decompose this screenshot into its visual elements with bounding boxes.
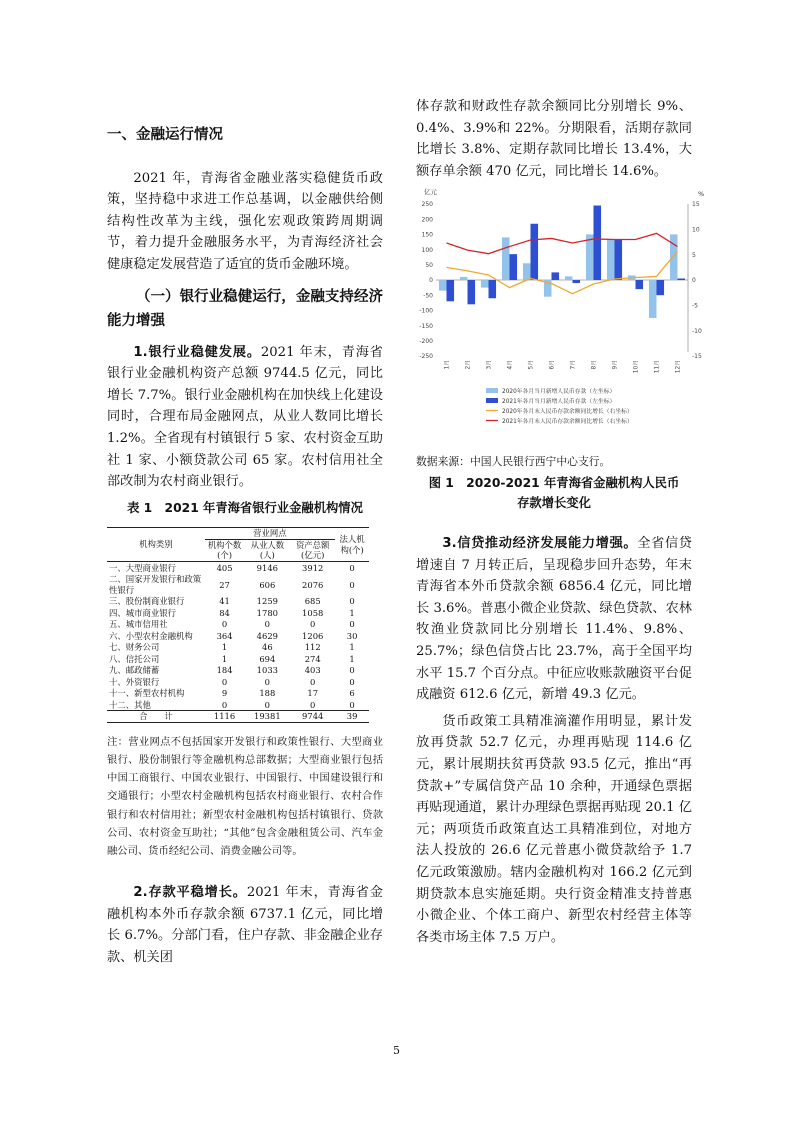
table-note: 注：营业网点不包括国家开发银行和政策性银行、大型商业银行、股份制银行等金融机构总部数据；大型商业银行包括中国工商银行、中国农业银行、中国银行、中国建设银行和交通银行；小型农村金融机构包括农村商业银行、农村合作银行和农村信用社；新型农村金融机构包括村镇银行、贷款公司、农村资金互助社；“其他”包含金融租赁公司、汽车金融公司、货币经纪公司、消费金融公司等。 — [107, 735, 383, 858]
chart-right-tick-label: -10 — [692, 327, 702, 335]
table-cell-legal: 0 — [349, 676, 355, 687]
table-cell-name: 九、邮政储蓄 — [109, 665, 160, 676]
institutions-table — [107, 527, 369, 723]
right-column-bottom — [416, 533, 692, 948]
table-cell-assets: 17 — [307, 688, 319, 699]
chart-left-tick-label: -150 — [419, 322, 433, 330]
chart-left-tick-label: 50 — [425, 262, 433, 269]
table-cell-name: 五、城市信用社 — [109, 619, 168, 630]
table-header-assets: 资产总额(亿元) — [295, 539, 330, 561]
table-cell-name: 十、外资银行 — [109, 676, 160, 687]
chart-bar-2021 — [468, 280, 476, 304]
subsection-title: （一）银行业稳健运行，金融支持经济能力增强 — [107, 288, 383, 329]
table-cell-name: 七、财务公司 — [109, 642, 160, 653]
chart-bar-2021 — [489, 280, 497, 298]
table-cell-count: 84 — [219, 607, 230, 618]
table-row — [107, 561, 369, 573]
chart-left-tick-label: -200 — [419, 338, 433, 345]
table-cell-legal: 0 — [349, 562, 355, 573]
chart-left-axis — [419, 201, 433, 360]
chart-left-tick-label: -50 — [423, 292, 433, 300]
table-cell-name: 十一、新型农村机构 — [109, 688, 185, 699]
paragraph-deposits-head: 2.存款平稳增长。 — [133, 885, 247, 901]
chart-x-tick-label: 1月 — [444, 360, 451, 370]
chart-legend-label: 2021年各月当月新增人民币存款（左坐标） — [502, 398, 616, 405]
table-total-assets: 9744 — [302, 711, 324, 722]
table-cell-legal: 6 — [349, 688, 355, 699]
chart-legend — [486, 387, 633, 425]
chart-right-tick-label: 15 — [692, 201, 700, 209]
chart-bar-2020 — [439, 280, 447, 291]
chart-legend-label: 2020年各月末人民币存款余额同比增长（右坐标） — [502, 408, 633, 415]
chart-left-tick-label: 200 — [421, 216, 433, 224]
chart-x-tick-label: 12月 — [675, 360, 682, 374]
chart-bar-2021 — [594, 206, 602, 280]
chart-bar-2020 — [460, 277, 468, 280]
table-cell-name: 二、国家开发银行和政策性银行 — [109, 574, 202, 595]
table-row — [107, 607, 369, 619]
chart-legend-swatch — [486, 388, 498, 393]
right-column-top — [416, 96, 692, 182]
table-cell-count: 184 — [216, 665, 233, 676]
chart-right-tick-label: 10 — [692, 226, 700, 234]
table-cell-assets: 1206 — [302, 630, 324, 641]
intro-paragraph: 2021 年，青海省金融业落实稳健货币政策，坚持稳中求进工作总基调，以金融供给侧结构性改革为主线，强化宏观政策跨周期调节，着力提升金融服务水平，为青海经济社会健康稳定发展营造了适宜的货币金融环境。 — [107, 170, 383, 272]
table-cell-legal: 0 — [349, 699, 355, 710]
paragraph-deposits-body: 2021 年末，青海省金融机构本外币存款余额 6737.1 亿元，同比增长 6.7%。分部门看，住户存款、非金融企业存款、机关团 — [107, 885, 383, 966]
chart-bars — [439, 206, 685, 318]
paragraph-credit — [416, 533, 692, 706]
chart-x-tick-label: 7月 — [570, 360, 577, 370]
chart-x-tick-label: 10月 — [633, 360, 640, 374]
chart-left-tick-label: 100 — [421, 246, 433, 254]
deposit-chart — [416, 186, 716, 448]
table-total-label: 合 计 — [139, 711, 173, 722]
table-cell-count: 0 — [221, 676, 228, 687]
table-cell-name: 四、城市商业银行 — [109, 607, 176, 618]
table-cell-staff: 0 — [264, 619, 270, 630]
table-cell-assets: 274 — [304, 653, 321, 664]
chart-bar-2020 — [670, 234, 678, 280]
table-body — [107, 561, 369, 711]
paragraph-banking-head: 1.银行业稳健发展。 — [133, 344, 261, 360]
paragraph-deposits — [107, 882, 383, 968]
left-column — [107, 125, 383, 969]
table-cell-count: 405 — [216, 562, 233, 573]
table-cell-legal: 0 — [349, 579, 355, 590]
table-row — [107, 664, 369, 676]
chart-right-unit: % — [698, 190, 705, 198]
table-cell-assets: 2076 — [302, 579, 324, 590]
table-cell-legal: 0 — [349, 665, 355, 676]
chart-left-tick-label: -250 — [419, 353, 433, 361]
table-cell-count: 1 — [221, 653, 228, 664]
paragraph-monetary-policy: 货币政策工具精准滴灌作用明显，累计发放再贷款 52.7 亿元，办理再贴现 114.6 亿元，累计展期扶贫再贷款 93.5 亿元，推出“再贷款+”专属信贷产品 10 余种，开通绿色票据再贴现通道，累计办理绿色票据再贴现 20.1 亿元；两项货币政策直达工具精准到位，对地方法人投放的 26.6 亿元普惠小微贷款给予 1.7 亿元政策激励。辖内金融机构对 166.2 亿元到期贷款本息实施延期。央行资金精准支持普惠小微企业、个体工商户、新型农村经营主体等各类市场主体 7.5 万户。 — [416, 713, 692, 945]
table-cell-staff: 188 — [259, 688, 276, 699]
chart-line-2021 — [447, 233, 678, 253]
chart-x-tick-label: 5月 — [528, 360, 535, 370]
table-row — [107, 630, 369, 642]
chart-x-tick-label: 4月 — [507, 360, 514, 370]
chart-right-axis — [692, 201, 702, 360]
chart-bar-2021 — [573, 280, 581, 283]
table-cell-legal: 1 — [349, 653, 355, 664]
table-cell-assets: 1058 — [302, 607, 324, 618]
chart-right-tick-label: 5 — [692, 251, 696, 259]
table-header-outlets: 营业网点 — [205, 528, 336, 540]
chart-left-tick-label: 250 — [421, 201, 433, 209]
table-cell-staff: 46 — [261, 642, 273, 653]
table-row — [107, 676, 369, 688]
table-cell-count: 0 — [221, 699, 228, 710]
chart-bar-2020 — [502, 237, 510, 280]
chart-bar-2021 — [552, 272, 560, 280]
table-cell-assets: 403 — [304, 665, 321, 676]
table-cell-count: 41 — [219, 596, 230, 607]
chart-left-tick-label: 0 — [429, 277, 433, 285]
table-cell-assets: 112 — [304, 642, 321, 653]
chart-x-tick-label: 11月 — [654, 360, 661, 374]
table-cell-staff: 1259 — [256, 596, 278, 607]
chart-right-tick-label: -5 — [692, 302, 698, 310]
table-cell-staff: 1780 — [256, 607, 278, 618]
chart-x-tick-label: 8月 — [591, 360, 598, 370]
table-cell-assets: 0 — [310, 676, 316, 687]
chart-legend-label: 2020年各月当月新增人民币存款（左坐标） — [502, 388, 616, 395]
table-cell-legal: 30 — [346, 630, 358, 641]
page-number: 5 — [393, 1044, 400, 1057]
table-cell-staff: 0 — [264, 676, 270, 687]
chart-bar-2021 — [510, 254, 518, 280]
chart-bar-2020 — [481, 280, 489, 288]
table-cell-name: 六、小型农村金融机构 — [109, 630, 193, 641]
table-cell-count: 9 — [221, 688, 228, 699]
table-cell-count: 364 — [216, 630, 233, 641]
figure-caption-line-1: 图 1 2020-2021 年青海省金融机构人民币 — [428, 476, 680, 490]
table-row — [107, 573, 369, 595]
table-cell-name: 十二、其他 — [109, 699, 151, 710]
table-cell-staff: 4629 — [256, 630, 278, 641]
table-header-count: 机构个数(个) — [207, 539, 242, 561]
table-title: 表 1 2021 年青海省银行业金融机构情况 — [127, 500, 363, 515]
chart-left-unit: 亿元 — [424, 188, 437, 196]
paragraph-credit-body: 全省信贷增速自 7 月转正后，呈现稳步回升态势，年末青海省本外币贷款余额 6856.4 亿元，同比增长 3.6%。普惠小微企业贷款、绿色贷款、农林牧渔业贷款同比分别增长 11.4%、9.8%、25.7%；绿色信贷占比 23.7%，高于全国平均水平 15.7 个百分点。中征应收账款融资平台促成融资 612.6 亿元，新增 49.3 亿元。 — [416, 536, 692, 703]
table-cell-name: 一、大型商业银行 — [109, 562, 176, 573]
chart-bar-2020 — [523, 263, 531, 280]
table-cell-assets: 685 — [304, 596, 321, 607]
chart-bar-2021 — [615, 239, 623, 280]
table-cell-staff: 0 — [264, 699, 270, 710]
table-cell-assets: 0 — [310, 699, 316, 710]
chart-bar-2020 — [607, 239, 615, 280]
chart-legend-label: 2021年各月末人民币存款余额同比增长（右坐标） — [502, 418, 633, 425]
section-title: 一、金融运行情况 — [107, 127, 223, 143]
table-cell-count: 1 — [221, 642, 228, 653]
table-cell-staff: 9146 — [256, 562, 278, 573]
table-cell-count: 0 — [221, 619, 228, 630]
table-cell-staff: 1033 — [256, 665, 278, 676]
figure-caption-line-2: 存款增长变化 — [517, 496, 591, 510]
table-header-staff: 从业人数(人) — [250, 539, 285, 561]
paragraph-banking-body: 2021 年末，青海省银行业金融机构资产总额 9744.5 亿元，同比增长 7.7%。银行业金融机构在加快线上化建设同时，合理布局金融网点，从业人数同比增长 1.2%。全省现有村镇银行 5 家、农村资金互助社 1 家、小额贷款公司 65 家。农村信用社全部改制为农村商业银行。 — [107, 344, 383, 490]
chart-x-tick-label: 6月 — [549, 360, 556, 370]
table-total-count: 1116 — [213, 711, 236, 722]
table-row — [107, 641, 369, 653]
paragraph-banking — [107, 342, 383, 493]
table-row — [107, 699, 369, 711]
chart-legend-swatch — [486, 398, 498, 403]
table-header-type: 机构类别 — [139, 539, 173, 550]
chart-x-tick-label: 2月 — [465, 360, 472, 370]
chart-left-tick-label: -100 — [419, 307, 433, 315]
chart-x-tick-label: 3月 — [486, 360, 493, 370]
table-cell-assets: 0 — [310, 619, 316, 630]
chart-bar-2021 — [447, 280, 455, 301]
chart-bar-2020 — [565, 276, 573, 280]
table-cell-legal: 0 — [349, 596, 355, 607]
table-row — [107, 653, 369, 665]
chart-left-tick-label: 150 — [421, 231, 433, 239]
table-cell-staff: 694 — [259, 653, 276, 664]
table-cell-name: 八、信托公司 — [109, 653, 160, 664]
chart-right-tick-label: -15 — [692, 353, 702, 361]
table-row — [107, 687, 369, 699]
table-row — [107, 618, 369, 630]
table-cell-legal: 1 — [349, 607, 355, 618]
chart-x-tick-label: 9月 — [612, 360, 619, 370]
chart-bar-2020 — [649, 280, 657, 318]
chart-right-tick-label: 0 — [692, 277, 696, 285]
table-cell-legal: 1 — [349, 642, 355, 653]
table-cell-assets: 3912 — [302, 562, 324, 573]
table-header-legal: 法人机构(个) — [339, 534, 365, 555]
table-cell-count: 27 — [219, 579, 230, 590]
paragraph-deposits-continued: 体存款和财政性存款余额同比分别增长 9%、0.4%、3.9%和 22%。分期限看，活期存款同比增长 3.8%、定期存款同比增长 13.4%，大额存单余额 470 亿元，同比增长 14.6%。 — [416, 99, 692, 179]
chart-x-labels — [443, 360, 682, 373]
table-cell-legal: 0 — [349, 619, 355, 630]
table-cell-name: 三、股份制商业银行 — [109, 596, 185, 607]
chart-source: 数据来源：中国人民银行西宁中心支行。 — [416, 455, 611, 468]
paragraph-credit-head: 3.信贷推动经济发展能力增强。 — [442, 536, 638, 551]
table-total-legal: 39 — [346, 711, 358, 722]
chart-bar-2020 — [586, 234, 594, 280]
chart-bar-2021 — [531, 224, 539, 280]
table-row — [107, 595, 369, 607]
chart-bar-2021 — [657, 280, 665, 295]
chart-bar-2021 — [636, 280, 644, 289]
chart-bar-2021 — [678, 278, 686, 280]
table-cell-staff: 606 — [259, 579, 276, 590]
table-total-staff: 19381 — [254, 711, 281, 722]
